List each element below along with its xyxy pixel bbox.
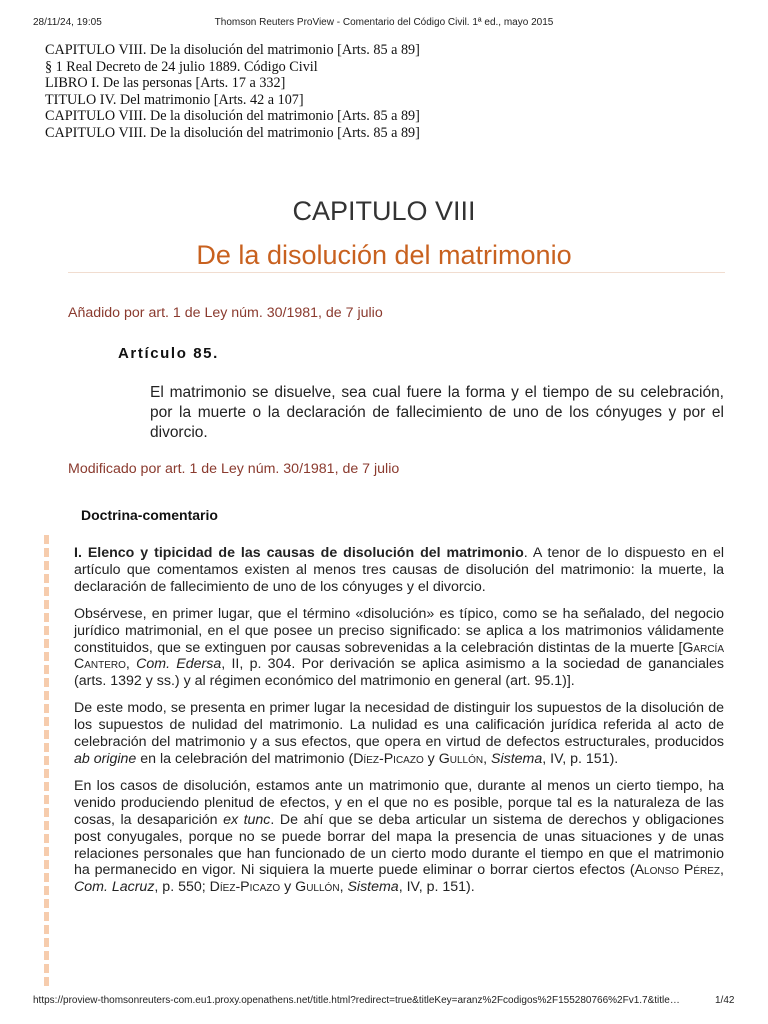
author-name: Gullón (438, 750, 484, 767)
commentary-paragraph (74, 545, 724, 596)
commentary-paragraph (74, 778, 724, 896)
work-title: Sistema (347, 879, 399, 896)
breadcrumb-item[interactable]: TITULO IV. Del matrimonio [Arts. 42 a 107] (45, 91, 304, 108)
print-header (0, 17, 768, 31)
paragraph-text: Obsérvese, en primer lugar, que el término «disolución» es típico, como se ha señalado, del negocio jurídico matrimonial, en el que posee un preciso significado: se aplica a los matrimonios válidamente constituidos, que se extinguen por causas sobrevenidas a la celebración distintas de la muerte [ (74, 605, 724, 656)
author-name: García Cantero (74, 639, 724, 673)
paragraph-text: y (280, 879, 296, 896)
breadcrumb-item[interactable]: CAPITULO VIII. De la disolución del matrimonio [Arts. 85 a 89] (45, 108, 420, 125)
paragraph-text: De este modo, se presenta en primer lugar la necesidad de distinguir los supuestos de la disolución de los supuestos de nulidad del matrimonio. La nulidad es una calificación jurídica referida al acto de celebración del matrimonio y a sus efectos, que opera en virtud de defectos estructurales, producidos (74, 700, 724, 751)
paragraph-text: , (720, 862, 724, 879)
paragraph-text: , II, p. 304. Por derivación se aplica asimismo a la sociedad de gananciales (arts. 1392 y ss.) y al régimen económico del matrimonio en general (art. 95.1)]. (74, 656, 724, 690)
doctrina-heading: Doctrina-comentario (81, 507, 218, 523)
paragraph-text: en la celebración del matrimonio ( (136, 750, 354, 767)
paragraph-text: . De ahí que se deba articular un sistema de derechos y obligaciones post conyugales, porque no se puede borrar del mapa la presencia de unas situaciones y de unas relaciones personales que han funcionado de un cierto modo durante el tiempo en que el matrimonio ha permanecido en vigor. Ni siquiera la muerte puede eliminar o borrar ciertos efectos ( (74, 811, 724, 879)
chapter-title: De la disolución del matrimonio (196, 240, 572, 270)
print-date: 28/11/24, 19:05 (33, 17, 102, 28)
breadcrumb-item[interactable]: LIBRO I. De las personas [Arts. 17 a 332] (45, 75, 286, 92)
latin-term: ex tunc (223, 811, 271, 828)
author-name: Gullón (295, 879, 340, 896)
added-note: Añadido por art. 1 de Ley núm. 30/1981, de 7 julio (68, 305, 383, 321)
title-divider (68, 272, 725, 273)
paragraph-text: En los casos de disolución, estamos ante un matrimonio que, durante al menos un cierto tiempo, ha venido produciendo plenitud de efectos, y en el que no es posible, porque tal es la naturaleza de las cosas, la desaparición (74, 777, 724, 828)
commentary-sidebar-marker (44, 535, 49, 987)
paragraph-text: . A tenor de lo dispuesto en el artículo que comentamos existen al menos tres causas de disolución del matrimonio: la muerte, la declaración de fallecimiento de uno de los cónyuges y el divorcio. (74, 545, 724, 595)
paragraph-text: , IV, p. 151). (398, 879, 475, 896)
section-lead: I. Elenco y tipicidad de las causas de disolución del matrimonio (74, 545, 524, 561)
breadcrumb-item[interactable]: CAPITULO VIII. De la disolución del matrimonio [Arts. 85 a 89] (45, 42, 420, 58)
page-number: 1/42 (715, 995, 735, 1006)
work-title: Com. Lacruz (74, 879, 155, 896)
commentary-body (74, 545, 724, 906)
breadcrumb-item[interactable]: CAPITULO VIII. De la disolución del matrimonio [Arts. 85 a 89] (45, 124, 420, 141)
article-body: El matrimonio se disuelve, sea cual fuere la forma y el tiempo de su celebración, por la muerte o la declaración de fallecimiento de uno de los cónyuges y por el divorcio. (150, 384, 724, 441)
breadcrumb-item[interactable]: § 1 Real Decreto de 24 julio 1889. Código Civil (45, 58, 318, 75)
print-title: Thomson Reuters ProView - Comentario del Código Civil. 1ª ed., mayo 2015 (214, 17, 554, 28)
paragraph-text: y (423, 750, 439, 767)
modified-note: Modificado por art. 1 de Ley núm. 30/1981, de 7 julio (68, 461, 400, 477)
author-name: Díez-Picazo (353, 750, 424, 767)
commentary-paragraph (74, 606, 724, 691)
paragraph-text: , IV, p. 151). (542, 750, 619, 767)
latin-term: ab origine (74, 750, 137, 767)
author-name: Alonso Pérez (634, 862, 721, 879)
article-heading: Artículo 85. (118, 345, 219, 362)
paragraph-text: , p. 550; (154, 879, 210, 896)
chapter-number: CAPITULO VIII (292, 196, 476, 226)
print-footer (0, 995, 768, 1009)
work-title: Com. Edersa (136, 656, 222, 673)
paragraph-text: , (125, 656, 137, 673)
paragraph-text: , (339, 879, 348, 896)
author-name: Díez-Picazo (209, 879, 281, 896)
paragraph-text: , (483, 750, 491, 767)
page-url[interactable]: https://proview-thomsonreuters-com.eu1.proxy.openathens.net/title.html?redirect=true&titleKey=aranz%2Fcodigos%2F155280766%2Fv1.7&title… (33, 995, 680, 1006)
breadcrumb (45, 42, 745, 142)
commentary-paragraph (74, 700, 724, 768)
work-title: Sistema (491, 750, 543, 767)
